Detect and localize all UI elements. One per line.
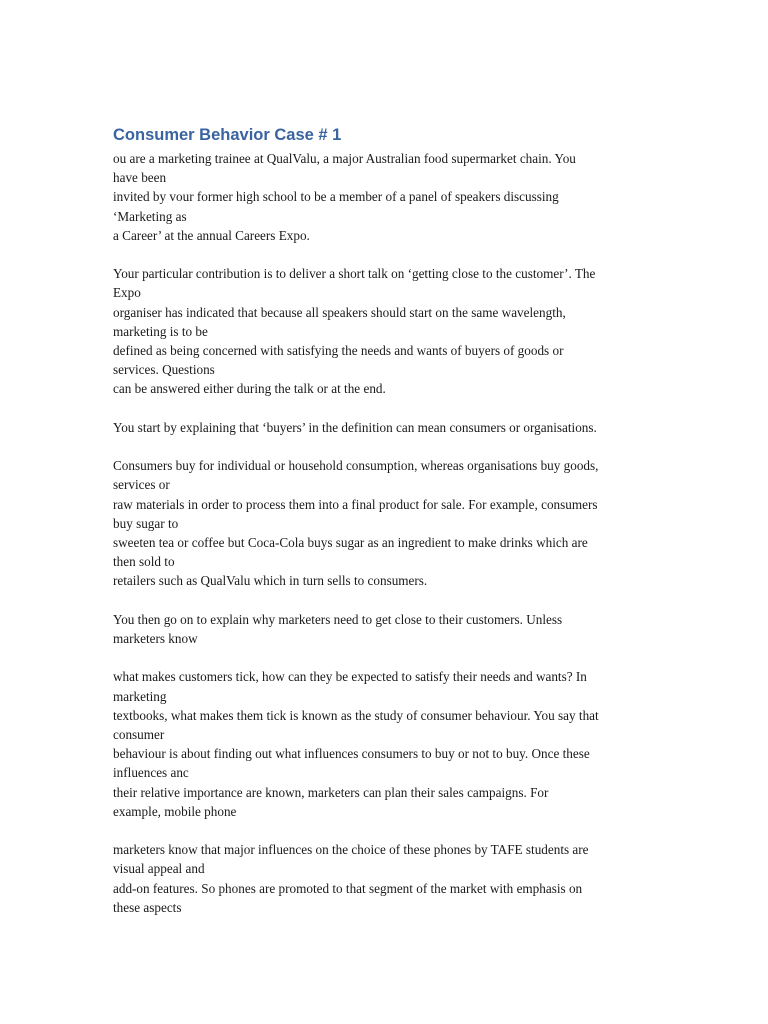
text-line: Expo [113, 285, 141, 301]
text-line: marketing is to be [113, 323, 208, 339]
text-line: can be answered either during the talk or at the end. [113, 381, 386, 397]
text-line: Consumers buy for individual or household consumption, whereas organisations buy goods, [113, 458, 599, 474]
text-line: then sold to [113, 554, 175, 570]
text-line: behaviour is about finding out what influences consumers to buy or not to buy. Once these [113, 746, 590, 762]
text-line: You then go on to explain why marketers need to get close to their customers. Unless [113, 611, 563, 627]
text-line: add-on features. So phones are promoted to that segment of the market with emphasis on [113, 880, 583, 896]
text-line: these aspects [113, 899, 182, 915]
text-line: retailers such as QualValu which in turn sells to consumers. [113, 573, 428, 589]
text-line: ou are a marketing trainee at QualValu, a major Australian food supermarket chain. You [113, 151, 576, 166]
text-line: defined as being concerned with satisfying the needs and wants of buyers of goods or [113, 343, 564, 359]
text-line: invited by vour former high school to be a member of a panel of speakers discussing [113, 189, 559, 205]
text-line: marketing [113, 688, 167, 704]
text-line: textbooks, what makes them tick is known as the study of consumer behaviour. You say that [113, 707, 599, 723]
paragraph [113, 149, 661, 245]
paragraph-spacer [113, 591, 661, 610]
text-line: influences anc [113, 765, 189, 781]
paragraph-spacer [113, 245, 661, 264]
text-line: sweeten tea or coffee but Coca-Cola buys sugar as an ingredient to make drinks which are [113, 535, 588, 551]
paragraph [113, 456, 661, 590]
text-line: services or [113, 477, 170, 493]
text-line: marketers know [113, 631, 198, 647]
text-line: You start by explaining that ‘buyers’ in the definition can mean consumers or organisations. [113, 419, 597, 435]
text-line: have been [113, 170, 167, 186]
text-line: organiser has indicated that because all speakers should start on the same wavelength, [113, 304, 566, 320]
paragraph [113, 610, 661, 648]
paragraph [113, 840, 661, 917]
document-title: Consumer Behavior Case # 1 [113, 126, 342, 144]
document-body [113, 124, 661, 917]
text-line: marketers know that major influences on the choice of these phones by TAFE students are [113, 842, 589, 858]
text-line: ‘Marketing as [113, 208, 187, 224]
paragraph-spacer [113, 648, 661, 667]
paragraph [113, 264, 661, 398]
text-line: example, mobile phone [113, 803, 237, 819]
text-line: their relative importance are known, marketers can plan their sales campaigns. For [113, 784, 549, 800]
text-line: a Career’ at the annual Careers Expo. [113, 227, 310, 243]
text-line: services. Questions [113, 362, 215, 378]
text-line: what makes customers tick, how can they be expected to satisfy their needs and wants? In [113, 669, 587, 685]
paragraph [113, 418, 661, 437]
text-line: Your particular contribution is to deliver a short talk on ‘getting close to the customer’. The [113, 266, 596, 282]
paragraph-spacer [113, 399, 661, 418]
paragraph [113, 667, 661, 821]
paragraph-container [113, 149, 661, 917]
text-line: consumer [113, 727, 165, 743]
paragraph-spacer [113, 437, 661, 456]
paragraph-spacer [113, 821, 661, 840]
text-line: raw materials in order to process them into a final product for sale. For example, consumers [113, 496, 598, 512]
text-line: visual appeal and [113, 861, 205, 877]
text-line: buy sugar to [113, 515, 179, 531]
